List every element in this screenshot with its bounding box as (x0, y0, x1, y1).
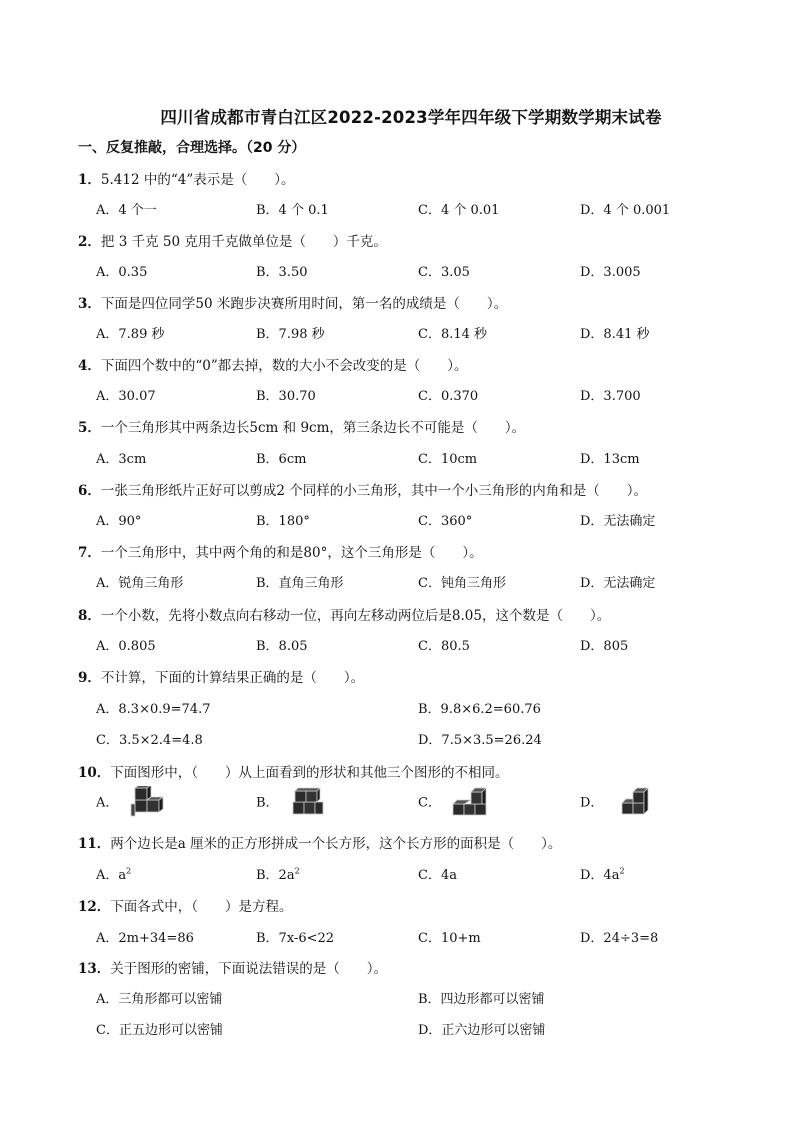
option-label: A． (96, 795, 119, 811)
option-label: B． (256, 795, 279, 811)
option-d: D．正六边形可以密铺 (418, 1023, 546, 1038)
option-label: A．a (96, 868, 127, 883)
option-a: A．3cm (96, 452, 147, 467)
option-c (418, 786, 491, 820)
question-number: 3． (78, 296, 101, 312)
option-c: C．10cm (418, 452, 478, 467)
question-text: 下面四个数中的“0”都去掉，数的大小不会改变的是（ ）。 (100, 358, 468, 374)
option-label: D．4a (580, 868, 620, 883)
cube-stack-figure-a (129, 786, 169, 820)
option-a: A．8.3×0.9=74.7 (96, 702, 211, 717)
question-text: 两个边长是a 厘米的正方形拼成一个长方形，这个长方形的面积是（ ）。 (110, 836, 562, 852)
question-number: 13． (78, 961, 111, 977)
option-d: D．无法确定 (580, 576, 656, 591)
option-c: C．3.05 (418, 265, 470, 280)
question-6 (78, 479, 647, 499)
option-label: C． (418, 795, 441, 811)
page-title: 四川省成都市青白江区2022-2023学年四年级下学期数学期末试卷 (160, 108, 662, 127)
section-heading: 一、反复推敲，合理选择。（20 分） (78, 140, 306, 156)
question-2 (78, 230, 387, 250)
option-d: D．24÷3=8 (580, 931, 659, 946)
question-number: 6． (78, 483, 101, 499)
option-a: A．30.07 (96, 389, 156, 404)
option-d: D．无法确定 (580, 514, 656, 529)
question-number: 1． (78, 172, 101, 188)
question-text: 下面各式中，（ ）是方程。 (110, 899, 293, 915)
option-a: A．4 个一 (96, 203, 157, 218)
option-a (96, 864, 131, 883)
question-text: 一个三角形中，其中两个角的和是80°，这个三角形是（ ）。 (100, 545, 483, 561)
question-number: 4． (78, 358, 101, 374)
option-d: D．805 (580, 639, 629, 654)
option-a (96, 786, 169, 820)
question-4 (78, 354, 468, 374)
option-a: A．锐角三角形 (96, 576, 184, 591)
option-d (580, 864, 625, 883)
option-b: B．6cm (256, 452, 307, 467)
exponent: 2 (294, 866, 300, 876)
question-text: 不计算，下面的计算结果正确的是（ ）。 (100, 670, 365, 686)
cube-stack-figure-d (614, 786, 654, 820)
option-b: B．8.05 (256, 639, 308, 654)
option-d (580, 786, 654, 820)
question-12 (78, 895, 293, 915)
option-b (256, 786, 329, 820)
exponent: 2 (619, 866, 625, 876)
question-text: 下面图形中，（ ）从上面看到的形状和其他三个图形的不相同。 (110, 765, 509, 781)
question-number: 10． (78, 765, 111, 781)
option-d: D．7.5×3.5=26.24 (418, 733, 542, 748)
question-text: 下面是四位同学50 米跑步决赛所用时间，第一名的成绩是（ ）。 (100, 296, 508, 312)
option-b (256, 864, 300, 883)
option-b: B．四边形都可以密铺 (418, 992, 545, 1007)
option-b: B．3.50 (256, 265, 308, 280)
option-b: B．30.70 (256, 389, 316, 404)
question-text: 把 3 千克 50 克用千克做单位是（ ）千克。 (100, 234, 387, 250)
question-number: 7． (78, 545, 101, 561)
option-b: B．7x-6<22 (256, 931, 335, 946)
option-b: B．7.98 秒 (256, 327, 325, 342)
question-text: 一张三角形纸片正好可以剪成2 个同样的小三角形，其中一个小三角形的内角和是（ ）。 (100, 483, 648, 499)
exponent: 2 (126, 866, 132, 876)
question-5 (78, 416, 525, 436)
question-11 (78, 832, 561, 852)
option-c: C．正五边形可以密铺 (96, 1023, 223, 1038)
question-text: 5.412 中的“4”表示是（ ）。 (100, 172, 295, 188)
option-c: C．3.5×2.4=4.8 (96, 733, 203, 748)
option-d: D．4 个 0.001 (580, 203, 671, 218)
option-d: D．8.41 秒 (580, 327, 650, 342)
option-a: A．2m+34=86 (96, 931, 194, 946)
option-label: B．2a (256, 868, 295, 883)
cube-stack-figure-b (289, 786, 329, 820)
question-8 (78, 604, 610, 624)
option-b: B．4 个 0.1 (256, 203, 329, 218)
option-b: B．9.8×6.2=60.76 (418, 702, 541, 717)
option-c: C．4 个 0.01 (418, 203, 500, 218)
option-a: A．7.89 秒 (96, 327, 165, 342)
question-number: 8． (78, 608, 101, 624)
option-d: D．13cm (580, 452, 640, 467)
option-d: D．3.005 (580, 265, 641, 280)
option-a: A．0.805 (96, 639, 156, 654)
option-a: A．三角形都可以密铺 (96, 992, 223, 1007)
question-7 (78, 541, 483, 561)
option-c: C．10+m (418, 931, 481, 946)
cube-stack-figure-c (451, 786, 491, 820)
question-number: 12． (78, 899, 111, 915)
option-c: C．钝角三角形 (418, 576, 506, 591)
option-c: C．80.5 (418, 639, 470, 654)
question-number: 9． (78, 670, 101, 686)
option-label: D． (580, 795, 604, 811)
option-c: C．8.14 秒 (418, 327, 488, 342)
option-b: B．180° (256, 514, 310, 529)
question-3 (78, 292, 507, 312)
question-10 (78, 761, 509, 781)
option-c: C．0.370 (418, 389, 479, 404)
question-text: 一个三角形其中两条边长5cm 和 9cm，第三条边长不可能是（ ）。 (100, 420, 526, 436)
question-text: 关于图形的密铺，下面说法错误的是（ ）。 (110, 961, 388, 977)
option-c: C．4a (418, 868, 457, 883)
option-b: B．直角三角形 (256, 576, 344, 591)
option-a: A．0.35 (96, 265, 148, 280)
question-number: 5． (78, 420, 101, 436)
question-1 (78, 168, 295, 188)
option-a: A．90° (96, 514, 142, 529)
question-9 (78, 666, 364, 686)
question-text: 一个小数，先将小数点向右移动一位，再向左移动两位后是8.05，这个数是（ ）。 (100, 608, 611, 624)
question-number: 11． (78, 836, 111, 852)
question-13 (78, 957, 387, 977)
option-d: D．3.700 (580, 389, 641, 404)
option-c: C．360° (418, 514, 473, 529)
question-number: 2． (78, 234, 101, 250)
